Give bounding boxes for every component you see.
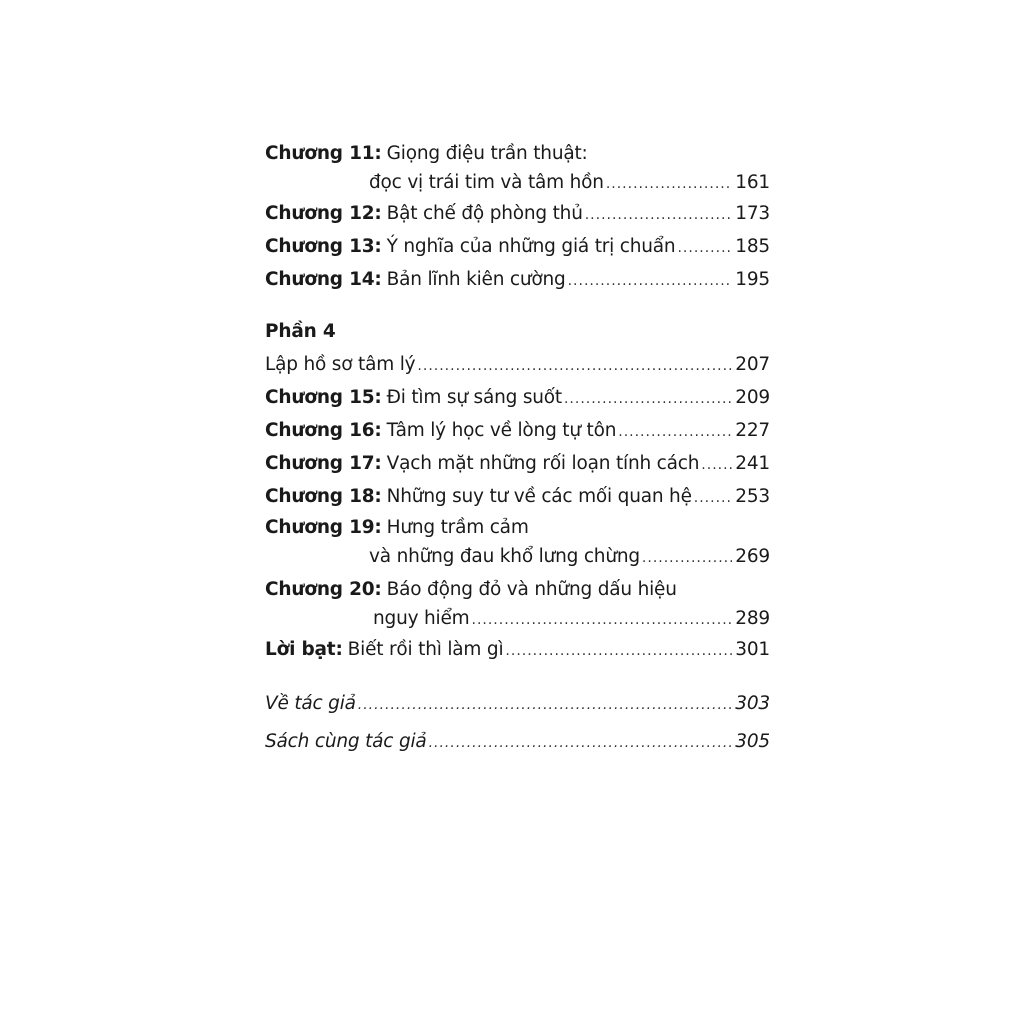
- leader-dots: [472, 606, 733, 635]
- other-books-title: Sách cùng tác giả: [265, 731, 427, 752]
- page-number: 301: [735, 639, 770, 660]
- leader-dots: [429, 724, 733, 762]
- chapter-label: Chương 19:: [265, 517, 382, 538]
- toc-entry-chapter-15: [265, 381, 770, 414]
- afterword-label: Lời bạt:: [265, 639, 343, 660]
- toc-entry-chapter-13: [265, 230, 770, 263]
- chapter-title: Ý nghĩa của những giá trị chuẩn: [386, 236, 676, 257]
- chapter-title: Đi tìm sự sáng suốt: [386, 387, 562, 408]
- toc-entry-chapter-12: [265, 197, 770, 230]
- toc-line: [265, 230, 770, 263]
- toc-entry-about-author: [265, 685, 770, 723]
- toc-entry-chapter-11: [265, 139, 770, 197]
- chapter-label: Chương 18:: [265, 486, 382, 507]
- toc-line: [265, 575, 770, 604]
- toc-entry-chapter-14: [265, 263, 770, 296]
- toc-entry-chapter-18: [265, 480, 770, 513]
- chapter-title-cont: và những đau khổ lưng chừng: [369, 546, 640, 567]
- page-number: 185: [735, 236, 770, 257]
- part-title: Lập hồ sơ tâm lý: [265, 354, 416, 375]
- toc-line: [265, 513, 770, 542]
- toc-line: [265, 381, 770, 414]
- table-of-contents: [265, 139, 770, 761]
- chapter-title: Bản lĩnh kiên cường: [386, 269, 566, 290]
- leader-dots: [358, 686, 733, 724]
- toc-entry-chapter-19: [265, 513, 770, 571]
- toc-entry-chapter-17: [265, 447, 770, 480]
- toc-line: [265, 723, 770, 761]
- leader-dots: [606, 170, 732, 199]
- chapter-label: Chương 20:: [265, 579, 382, 600]
- toc-line: [265, 480, 770, 513]
- page-number: 289: [735, 608, 770, 629]
- chapter-label: Chương 12:: [265, 203, 382, 224]
- chapter-label: Chương 15:: [265, 387, 382, 408]
- page-number: 269: [735, 546, 770, 567]
- toc-entry-other-books: [265, 723, 770, 761]
- chapter-title: Giọng điệu trần thuật:: [386, 143, 588, 164]
- toc-line: [265, 139, 770, 168]
- page-number: 195: [735, 269, 770, 290]
- chapter-title-cont: đọc vị trái tim và tâm hồn: [369, 172, 604, 193]
- toc-entry-part-4: [265, 348, 770, 381]
- leader-dots: [417, 350, 732, 383]
- toc-line: [265, 197, 770, 230]
- chapter-label: Chương 13:: [265, 236, 382, 257]
- chapter-title-cont: nguy hiểm: [373, 608, 470, 629]
- page-number: 161: [735, 172, 770, 193]
- leader-dots: [564, 383, 732, 416]
- afterword-title: Biết rồi thì làm gì: [347, 639, 504, 660]
- leader-dots: [568, 265, 733, 298]
- chapter-title: Báo động đỏ và những dấu hiệu: [386, 579, 677, 600]
- toc-line: [265, 604, 770, 633]
- toc-line: [265, 263, 770, 296]
- toc-entry-chapter-20: [265, 575, 770, 633]
- toc-entry-chapter-16: [265, 414, 770, 447]
- chapter-label: Chương 17:: [265, 453, 382, 474]
- chapter-label: Chương 14:: [265, 269, 382, 290]
- page-number: 253: [735, 486, 770, 507]
- page-number: 303: [735, 693, 770, 714]
- page-number: 209: [735, 387, 770, 408]
- page-number: 227: [735, 420, 770, 441]
- toc-entry-afterword: [265, 633, 770, 666]
- chapter-label: Chương 11:: [265, 143, 382, 164]
- toc-line: [265, 633, 770, 666]
- leader-dots: [694, 482, 733, 515]
- leader-dots: [701, 449, 732, 482]
- leader-dots: [642, 544, 732, 573]
- page-number: 207: [735, 354, 770, 375]
- toc-line: [265, 542, 770, 571]
- about-author-title: Về tác giả: [265, 693, 356, 714]
- leader-dots: [618, 416, 732, 449]
- toc-line: [265, 685, 770, 723]
- chapter-title: Bật chế độ phòng thủ: [386, 203, 583, 224]
- chapter-title: Vạch mặt những rối loạn tính cách: [386, 453, 700, 474]
- chapter-title: Những suy tư về các mối quan hệ: [386, 486, 692, 507]
- part-heading: Phần 4: [265, 321, 336, 342]
- toc-line: [265, 447, 770, 480]
- toc-line: [265, 348, 770, 381]
- page-number: 305: [735, 731, 770, 752]
- toc-line: [265, 168, 770, 197]
- leader-dots: [585, 199, 733, 232]
- chapter-title: Tâm lý học về lòng tự tôn: [386, 420, 617, 441]
- leader-dots: [505, 635, 732, 668]
- leader-dots: [677, 232, 732, 265]
- chapter-label: Chương 16:: [265, 420, 382, 441]
- toc-line: [265, 414, 770, 447]
- page-number: 173: [735, 203, 770, 224]
- chapter-title: Hưng trầm cảm: [386, 517, 529, 538]
- page-number: 241: [735, 453, 770, 474]
